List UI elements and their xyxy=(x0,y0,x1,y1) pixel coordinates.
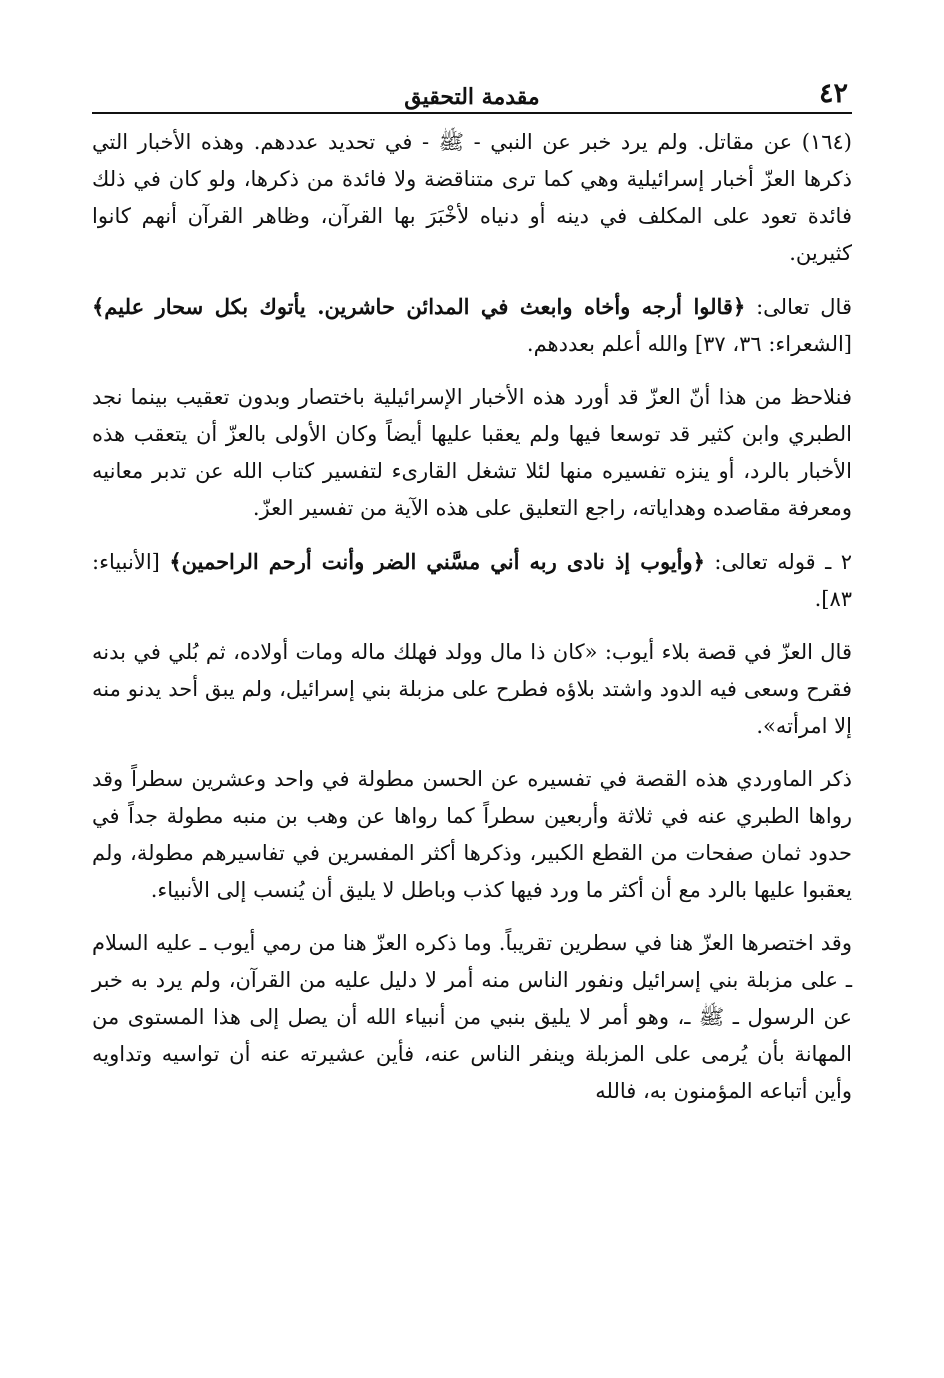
paragraph-commentary-1: فنلاحظ من هذا أنّ العزّ قد أورد هذه الأخبار الإسرائيلية باختصار وبدون تعقيب بينما نجد الطبري وابن كثير قد توسعا فيها ولم يعقبا عليها أيضاً وكان الأولى بالعزّ أن يتعقب هذه الأخبار بالرد، أو ينزه تفسيره منها لئلا تشغل القارىء لتفسير كتاب الله عن تدبر معانيه ومعرفة مقاصده وهداياته، راجع التعليق على هذه الآية من تفسير العزّ. xyxy=(92,385,852,520)
page-body xyxy=(92,124,852,1110)
verse-reference: [الشعراء: ٣٦، ٣٧] والله أعلم بعددهم. xyxy=(526,332,852,356)
quran-verse: ﴿وأيوب إذ نادى ربه أني مسَّني الضر وأنت أرحم الراحمين﴾ xyxy=(169,549,705,574)
book-page xyxy=(92,70,852,1126)
running-title: مقدمة التحقيق xyxy=(404,84,540,110)
page-number: ٤٢ xyxy=(818,78,848,109)
page-header xyxy=(92,70,852,114)
verse-reference: [الأنبياء: ٨٣]. xyxy=(92,550,852,611)
paragraph-footnote-continuation: (١٦٤) عن مقاتل. ولم يرد خبر عن النبي - ﷺ - في تحديد عددهم. وهذه الأخبار التي ذكرها العزّ أخبار إسرائيلية وهي كما ترى متناقضة ولا فائدة من ذكرها، ولو كان في ذلك فائدة تعود على المكلف في دينه أو دنياه لأخْبَرَ بها القرآن، وظاهر القرآن أنهم كانوا كثيرين. xyxy=(92,130,852,265)
paragraph-mawardi: ذكر الماوردي هذه القصة في تفسيره عن الحسن مطولة في واحد وعشرين سطراً وقد رواها الطبري عنه في ثلاثة وأربعين سطراً كما رواها عن وهب بن منبه مطولة جداً في حدود ثمان صفحات من القطع الكبير، وذكرها أكثر المفسرين في تفاسيرهم مطولة، ولم يعقبوا عليها بالرد مع أن أكثر ما ورد فيها كذب وباطل لا يليق أن يُنسب إلى الأنبياء. xyxy=(92,767,852,902)
quran-quote-paragraph-1 xyxy=(92,288,852,363)
paragraph-ayyub-story: قال العزّ في قصة بلاء أيوب: «كان ذا مال وولد فهلك ماله ومات أولاده، ثم بُلي في بدنه فقرح وسعى فيه الدود واشتد بلاؤه فطرح على مزبلة بني إسرائيل، ولم يبق أحد يدنو منه إلا امرأته». xyxy=(92,640,852,738)
quran-verse: ﴿قالوا أرجه وأخاه وابعث في المدائن حاشرين. يأتوك بكل سحار عليم﴾ xyxy=(92,294,746,319)
quran-quote-paragraph-2 xyxy=(92,543,852,618)
quote-intro: قال تعالى: xyxy=(745,295,852,319)
paragraph-critique: وقد اختصرها العزّ هنا في سطرين تقريباً. وما ذكره العزّ هنا من رمي أيوب ـ عليه السلام ـ على مزبلة بني إسرائيل ونفور الناس منه أمر لا دليل عليه من القرآن، ولم يرد به خبر عن الرسول ـ ﷺ ـ، وهو أمر لا يليق بنبي من أنبياء الله أن يصل إلى هذا المستوى من المهانة بأن يُرمى على المزبلة وينفر الناس عنه، فأين عشيرته عنه أن تواسيه وتداويه وأين أتباعه المؤمنون به، فالله xyxy=(92,931,852,1103)
quote-intro: ٢ ـ قوله تعالى: xyxy=(704,550,853,574)
